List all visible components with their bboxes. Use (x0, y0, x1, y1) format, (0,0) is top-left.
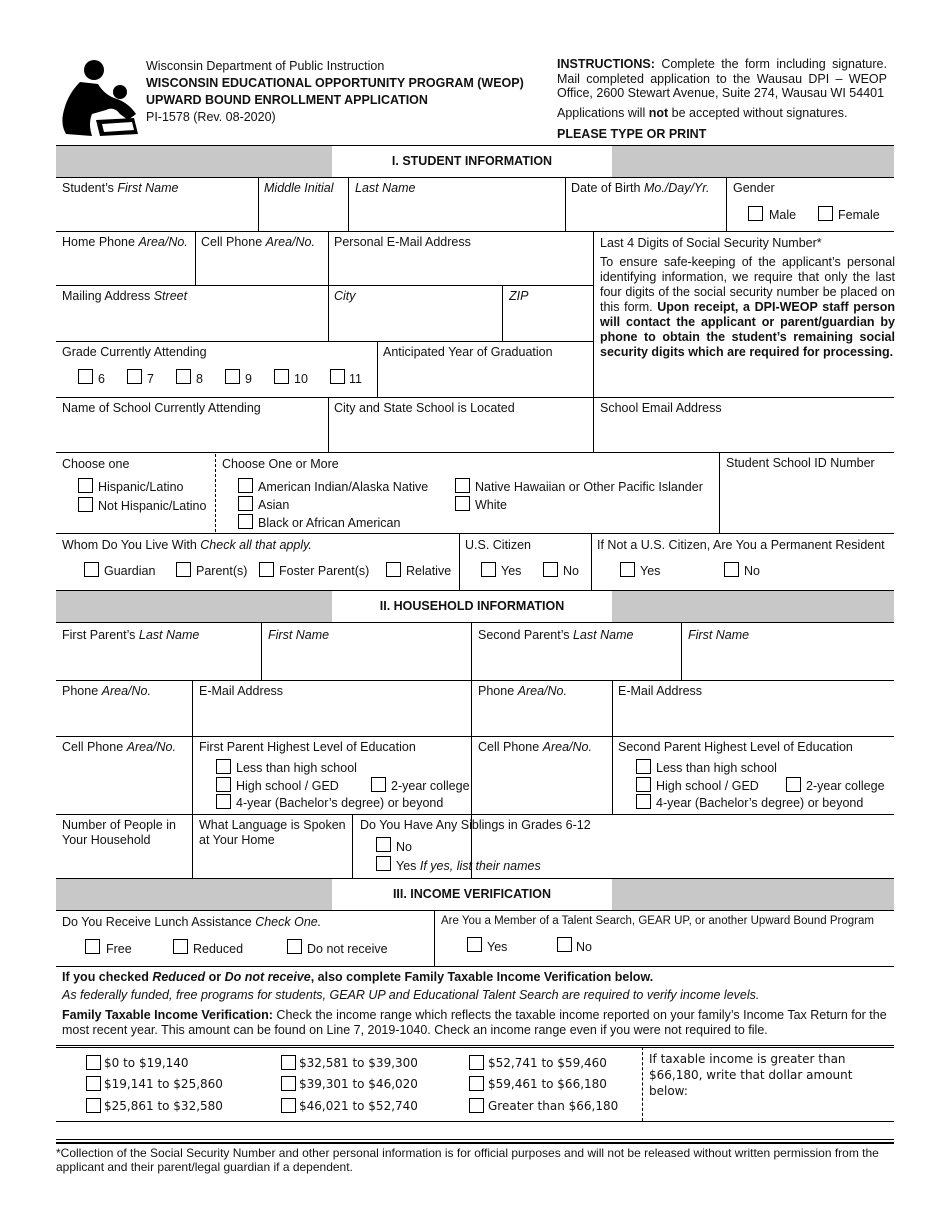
income-range-9-checkbox[interactable] (469, 1098, 484, 1113)
guardian-label: Guardian (104, 564, 156, 578)
income-range-3-checkbox[interactable] (86, 1098, 101, 1113)
lunch-free-label: Free (106, 942, 132, 956)
siblings-yes-label: Yes If yes, list their names (396, 859, 541, 873)
income-range-2-checkbox[interactable] (86, 1076, 101, 1091)
grade-9-label: 9 (245, 372, 252, 386)
lunch-assistance-label: Do You Receive Lunch Assistance Check One. (62, 915, 322, 929)
guardian-checkbox[interactable] (84, 562, 99, 577)
foster-parents-label: Foster Parent(s) (279, 564, 370, 578)
personal-email-label: Personal E-Mail Address (334, 235, 471, 249)
income-range-6-checkbox[interactable] (281, 1098, 296, 1113)
talent-search-label: Are You a Member of a Talent Search, GEAR UP, or another Upward Bound Program (441, 915, 874, 927)
p2-2yr-checkbox[interactable] (786, 777, 801, 792)
income-range-1-label: $0 to $19,140 (104, 1056, 189, 1070)
ssn-label: Last 4 Digits of Social Security Number* (600, 236, 822, 250)
home-phone-label: Home Phone Area/No. (62, 235, 188, 249)
p2-2yr-label: 2-year college (806, 779, 885, 793)
p2-4yr-checkbox[interactable] (636, 794, 651, 809)
american-indian-label: American Indian/Alaska Native (258, 480, 429, 494)
lunch-none-checkbox[interactable] (287, 939, 302, 954)
income-range-5-label: $39,301 to $46,020 (299, 1077, 418, 1091)
p1-last-name-label: First Parent’s Last Name (62, 628, 200, 642)
p1-4yr-checkbox[interactable] (216, 794, 231, 809)
american-indian-checkbox[interactable] (238, 478, 253, 493)
income-range-1-checkbox[interactable] (86, 1055, 101, 1070)
p1-email-label: E-Mail Address (199, 684, 284, 698)
talent-no-checkbox[interactable] (557, 937, 572, 952)
last-name-label: Last Name (355, 181, 416, 195)
agency-name: Wisconsin Department of Public Instruction (146, 59, 385, 73)
perm-res-yes-checkbox[interactable] (620, 562, 635, 577)
talent-yes-checkbox[interactable] (467, 937, 482, 952)
dob-label: Date of Birth Mo./Day/Yr. (571, 181, 710, 195)
hispanic-checkbox[interactable] (78, 478, 93, 493)
hawaiian-checkbox[interactable] (455, 478, 470, 493)
citizen-no-label: No (563, 564, 579, 578)
ssn-footnote: *Collection of the Social Security Number and other personal information is for official purposes and will not be released without written permission from the applicant and their parent/legal guardian if a dependent. (56, 1146, 879, 1174)
p1-hs-ged-label: High school / GED (236, 779, 339, 793)
not-hispanic-label: Not Hispanic/Latino (98, 499, 207, 513)
choose-more-label: Choose One or More (222, 457, 339, 471)
permanent-resident-label: If Not a U.S. Citizen, Are You a Permanent Resident (597, 538, 885, 552)
form-title: UPWARD BOUND ENROLLMENT APPLICATION (146, 93, 428, 107)
p1-cell-label: Cell Phone Area/No. (62, 740, 176, 754)
income-range-2-label: $19,141 to $25,860 (104, 1077, 223, 1091)
parents-checkbox[interactable] (176, 562, 191, 577)
hawaiian-label: Native Hawaiian or Other Pacific Islander (475, 480, 703, 494)
section-1-band (56, 146, 894, 177)
p2-4yr-label: 4-year (Bachelor’s degree) or beyond (656, 796, 864, 810)
grade-9-checkbox[interactable] (225, 369, 240, 384)
income-range-9-label: Greater than $66,180 (488, 1099, 619, 1113)
zip-label: ZIP (509, 289, 529, 303)
income-range-7-checkbox[interactable] (469, 1055, 484, 1070)
p2-last-name-label: Second Parent’s Last Name (478, 628, 634, 642)
perm-res-no-label: No (744, 564, 760, 578)
black-label: Black or African American (258, 516, 401, 530)
citizen-no-checkbox[interactable] (543, 562, 558, 577)
p2-email-label: E-Mail Address (618, 684, 703, 698)
ssn-explanation: To ensure safe-keeping of the applicant’s personal identifying information, we require that only the last four digits of the social security number be placed on this form. Upon receipt, a DPI-WEOP staff person will contact the applicant or parent/guardian by phone to obtain the student’s remaining social security digits which are required for processing. (600, 255, 895, 359)
p2-hs-ged-checkbox[interactable] (636, 777, 651, 792)
male-checkbox[interactable] (748, 206, 763, 221)
income-range-4-label: $32,581 to $39,300 (299, 1056, 418, 1070)
lunch-reduced-checkbox[interactable] (173, 939, 188, 954)
school-city-label: City and State School is Located (334, 401, 515, 415)
city-label: City (334, 289, 356, 303)
dpi-logo (58, 58, 140, 138)
school-name-label: Name of School Currently Attending (62, 401, 261, 415)
instructions (557, 57, 887, 101)
student-first-name-label: Student’s First Name (62, 181, 179, 195)
asian-checkbox[interactable] (238, 496, 253, 511)
income-range-3-label: $25,861 to $32,580 (104, 1099, 223, 1113)
gender-label: Gender (733, 181, 775, 195)
relative-checkbox[interactable] (386, 562, 401, 577)
greater-income-note: If taxable income is greater than $66,180, write that dollar amount below: (649, 1052, 853, 1098)
p1-phone-label: Phone Area/No. (62, 684, 151, 698)
cell-phone-label: Cell Phone Area/No. (201, 235, 315, 249)
grade-6-label: 6 (98, 372, 105, 386)
talent-no-label: No (576, 940, 592, 954)
mailing-address-label: Mailing Address Street (62, 289, 188, 303)
income-range-8-checkbox[interactable] (469, 1076, 484, 1091)
p2-less-hs-label: Less than high school (656, 761, 777, 775)
not-hispanic-checkbox[interactable] (78, 497, 93, 512)
income-range-6-label: $46,021 to $52,740 (299, 1099, 418, 1113)
household-size-label: Number of People in Your Household (62, 818, 176, 847)
foster-parents-checkbox[interactable] (259, 562, 274, 577)
instructions-text: Complete the form including signature. Mail completed application to the Wausau DPI – WEOP Office, 2600 Stewart Avenue, Suite 274, Wausau WI 54401 (557, 57, 887, 100)
p1-first-name-label: First Name (268, 628, 330, 642)
income-range-7-label: $52,741 to $59,460 (488, 1056, 607, 1070)
parents-label: Parent(s) (196, 564, 248, 578)
siblings-label: Do You Have Any Siblings in Grades 6-12 (360, 818, 591, 832)
section-2-title: II. HOUSEHOLD INFORMATION (332, 591, 612, 622)
income-note-1: If you checked Reduced or Do not receive, also complete Family Taxable Income Verification below. (62, 970, 654, 984)
instructions-label: INSTRUCTIONS: (557, 57, 655, 71)
grade-7-checkbox[interactable] (127, 369, 142, 384)
type-or-print: PLEASE TYPE OR PRINT (557, 127, 707, 141)
grade-11-label: 11 (349, 372, 362, 386)
grade-10-label: 10 (294, 372, 308, 386)
p1-hs-ged-checkbox[interactable] (216, 777, 231, 792)
siblings-no-checkbox[interactable] (376, 837, 391, 852)
p1-less-hs-label: Less than high school (236, 761, 357, 775)
grade-6-checkbox[interactable] (78, 369, 93, 384)
p2-first-name-label: First Name (688, 628, 750, 642)
p1-4yr-label: 4-year (Bachelor’s degree) or beyond (236, 796, 444, 810)
hispanic-label: Hispanic/Latino (98, 480, 184, 494)
section-2-band (56, 591, 894, 622)
income-range-4-checkbox[interactable] (281, 1055, 296, 1070)
siblings-yes-checkbox[interactable] (376, 856, 391, 871)
black-checkbox[interactable] (238, 514, 253, 529)
citizen-yes-label: Yes (501, 564, 522, 578)
choose-one-label: Choose one (62, 457, 130, 471)
grade-11-checkbox[interactable] (330, 369, 345, 384)
relative-label: Relative (406, 564, 452, 578)
form-number: PI-1578 (Rev. 08-2020) (146, 110, 276, 124)
asian-label: Asian (258, 498, 290, 512)
lunch-free-checkbox[interactable] (85, 939, 100, 954)
middle-initial-label: Middle Initial (264, 181, 334, 195)
live-with-label: Whom Do You Live With Check all that apply. (62, 538, 312, 552)
citizen-yes-checkbox[interactable] (481, 562, 496, 577)
p1-less-hs-checkbox[interactable] (216, 759, 231, 774)
school-email-label: School Email Address (600, 401, 722, 415)
section-3-band (56, 879, 894, 910)
female-checkbox[interactable] (818, 206, 833, 221)
school-id-label: Student School ID Number (726, 456, 875, 470)
p1-2yr-checkbox[interactable] (371, 777, 386, 792)
section-3-title: III. INCOME VERIFICATION (332, 879, 612, 910)
white-checkbox[interactable] (455, 496, 470, 511)
perm-res-yes-label: Yes (640, 564, 661, 578)
p2-hs-ged-label: High school / GED (656, 779, 759, 793)
signature-note: Applications will not be accepted without signatures. (557, 106, 848, 120)
grade-label: Grade Currently Attending (62, 345, 207, 359)
lunch-reduced-label: Reduced (193, 942, 244, 956)
grade-8-checkbox[interactable] (176, 369, 191, 384)
income-range-8-label: $59,461 to $66,180 (488, 1077, 607, 1091)
p2-phone-label: Phone Area/No. (478, 684, 567, 698)
grade-7-label: 7 (147, 372, 154, 386)
p2-education-label: Second Parent Highest Level of Education (618, 740, 853, 754)
graduation-year-label: Anticipated Year of Graduation (383, 345, 553, 359)
ftiv-paragraph: Family Taxable Income Verification: Check the income range which reflects the taxable income reported on your family’s Income Tax Return for the most recent year. This amount can be found on Line 7, 2019-1040. Check an income range even if you were not required to file. (62, 1008, 887, 1037)
language-label: What Language is Spoken at Your Home (199, 818, 346, 847)
female-label: Female (838, 208, 880, 222)
talent-yes-label: Yes (487, 940, 508, 954)
grade-8-label: 8 (196, 372, 203, 386)
income-note-2: As federally funded, free programs for students, GEAR UP and Educational Talent Search are required to verify income levels. (62, 988, 760, 1002)
section-1-title: I. STUDENT INFORMATION (332, 146, 612, 177)
siblings-no-label: No (396, 840, 412, 854)
male-label: Male (769, 208, 797, 222)
white-label: White (475, 498, 507, 512)
grade-10-checkbox[interactable] (274, 369, 289, 384)
lunch-none-label: Do not receive (307, 942, 388, 956)
citizen-label: U.S. Citizen (465, 538, 531, 552)
perm-res-no-checkbox[interactable] (724, 562, 739, 577)
p2-cell-label: Cell Phone Area/No. (478, 740, 592, 754)
income-range-5-checkbox[interactable] (281, 1076, 296, 1091)
p1-2yr-label: 2-year college (391, 779, 470, 793)
p1-education-label: First Parent Highest Level of Education (199, 740, 416, 754)
program-name: WISCONSIN EDUCATIONAL OPPORTUNITY PROGRAM (WEOP) (146, 76, 524, 90)
p2-less-hs-checkbox[interactable] (636, 759, 651, 774)
